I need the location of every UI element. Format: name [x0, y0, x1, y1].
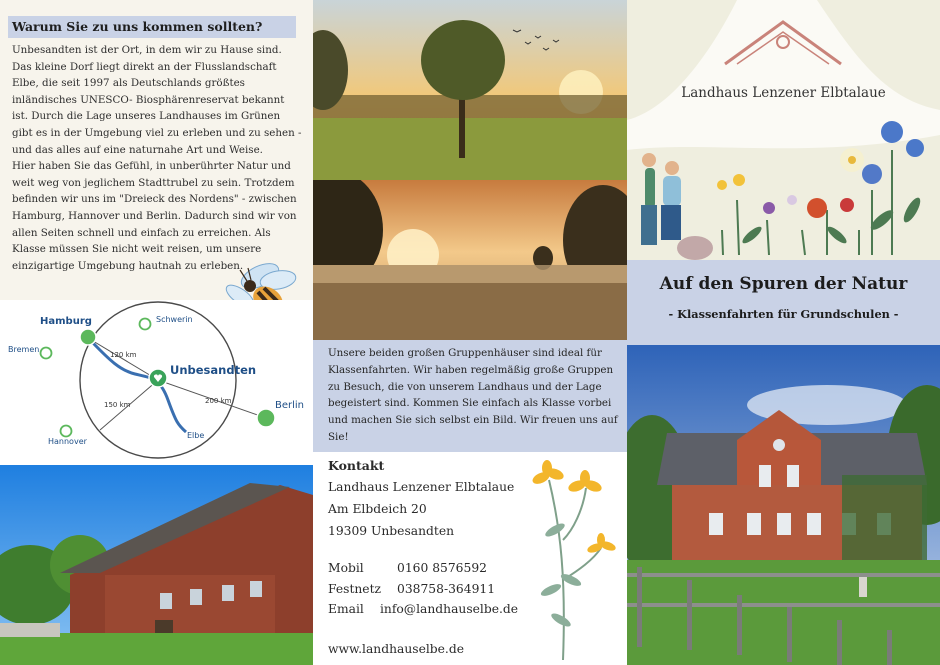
map-distance-hannover: 150 km: [104, 401, 131, 409]
cover-illustration: [627, 0, 940, 260]
misty-meadow-photo: [313, 180, 627, 340]
contact-street: Am Elbdeich 20: [328, 502, 427, 516]
hamburg-marker: [80, 329, 96, 345]
mobile-label: Mobil: [328, 561, 364, 575]
sunset-tree-photo: [313, 0, 627, 180]
location-map: [0, 300, 313, 465]
intro-text: [12, 42, 302, 274]
title-panel: [627, 260, 940, 345]
mobile-number[interactable]: 0160 8576592: [397, 561, 487, 575]
map-label-berlin: Berlin: [275, 400, 305, 411]
map-label-hamburg: Hamburg: [40, 316, 92, 327]
map-label-hannover: Hannover: [48, 437, 87, 446]
elbe-river: [92, 342, 186, 432]
group-houses-text: Unsere beiden großen Gruppenhäuser sind ideal für Klassenfahrten. Wir haben regelmäßig große Gruppen zu Besuch, die von unserem Landhaus und der Lage begeistert sind. Kommen Sie einfach als Klasse vorbei und machen Sie sich selbst ein Bild. Wir freuen uns auf Sie!: [328, 347, 618, 443]
website-link[interactable]: www.landhauselbe.de: [328, 642, 464, 656]
intro-paragraph-1: Unbesandten ist der Ort, in dem wir zu Hause sind. Das kleine Dorf liegt direkt an der Flusslandschaft Elbe, die seit 1997 als Deutschlands größtes inländisches UNESCO- Biosphärenreservat bekannt ist. Durch die Lage unseres Landhauses im Grünen gibt es in der Umgebung viel zu erleben und zu sehen - und das alles auf eine naturnahe Art und Weise.: [12, 44, 302, 156]
barn-photo: [0, 465, 313, 665]
phone-label: Festnetz: [328, 582, 382, 596]
schwerin-marker: [140, 319, 151, 330]
contact-name: Landhaus Lenzener Elbtalaue: [328, 480, 515, 494]
map-label-bremen: Bremen: [8, 345, 40, 354]
contact-heading: Kontakt: [328, 458, 385, 473]
sub-title: - Klassenfahrten für Grundschulen -: [668, 307, 899, 321]
map-distance-berlin: 200 km: [205, 397, 232, 405]
contact-panel: [313, 452, 627, 665]
map-label-unbesandten: Unbesandten: [170, 363, 257, 377]
bremen-marker: [41, 348, 52, 359]
intro-paragraph-2: Hier haben Sie das Gefühl, in unberührter Natur und weit weg von jeglichem Stadttrubel zu sein. Trotzdem befinden wir uns im "Dreieck des Nordens" - zwischen Hamburg, Hannover und Berlin. Dadurch sind wir von allen Seiten schnell und einfach zu erreichen. Als Klasse müssen Sie nicht weit reisen, um unsere einzigartige Umgebung hautnah zu erleben.: [12, 160, 297, 272]
hannover-marker: [61, 426, 72, 437]
main-title: Auf den Spuren der Natur: [659, 274, 908, 294]
map-label-elbe: Elbe: [187, 431, 205, 440]
manor-house-photo: [627, 345, 940, 665]
yellow-flower-illustration: [511, 460, 621, 660]
cover-panel: [627, 0, 940, 260]
map-label-schwerin: Schwerin: [156, 315, 193, 324]
berlin-marker: [257, 409, 275, 427]
email-label: Email: [328, 602, 364, 616]
house-ornament-logo: [725, 22, 841, 64]
intro-panel: [0, 0, 313, 300]
group-houses-panel: [313, 340, 627, 452]
intro-heading: Warum Sie zu uns kommen sollten?: [8, 16, 296, 38]
phone-number[interactable]: 038758-364911: [397, 582, 496, 596]
email-link[interactable]: info@landhauselbe.de: [380, 602, 519, 616]
brand-name: Landhaus Lenzener Elbtalaue: [681, 85, 886, 101]
map-distance-hamburg: 120 km: [110, 351, 137, 359]
contact-city: 19309 Unbesandten: [328, 524, 455, 538]
